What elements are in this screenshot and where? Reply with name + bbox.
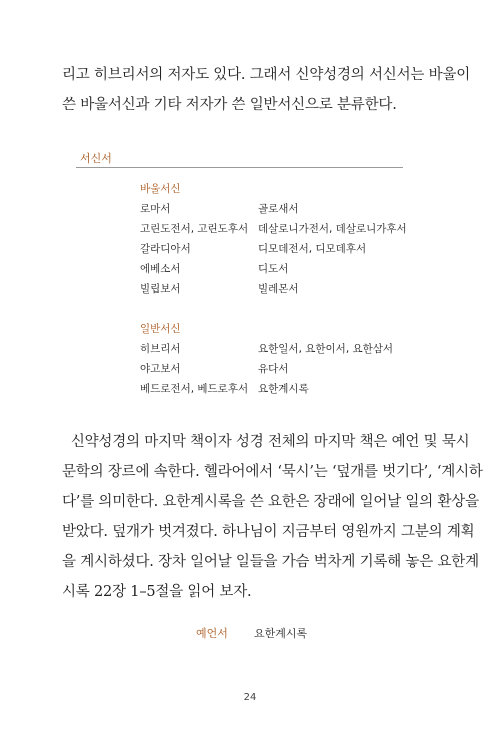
body-paragraph-1	[62, 60, 471, 120]
paragraph-line: 시록 22장 1–5절을 읽어 보자.	[62, 584, 252, 600]
book-row	[140, 359, 440, 379]
paragraph-line: 리고 히브리서의 저자도 있다. 그래서 신약성경의 서신서는 바울이	[62, 67, 471, 83]
book-row	[140, 199, 440, 219]
epistles-box-divider	[76, 167, 403, 168]
paragraph-line: 다’를 의미한다. 요한계시록을 쓴 요한은 장래에 일어날 일의 환상을	[62, 494, 479, 510]
epistles-box-title: 서신서	[80, 152, 112, 165]
book-row	[140, 239, 440, 259]
book-name: 유다서	[258, 363, 289, 375]
paragraph-line: 문학의 장르에 속한다. 헬라어에서 ‘묵시’는 ‘덮개를 벗기다’, ‘계시하	[62, 464, 483, 480]
pauline-epistles-label: 바울서신	[140, 183, 181, 195]
book-name: 요한일서, 요한이서, 요한삼서	[258, 343, 394, 355]
book-row	[140, 279, 440, 299]
book-name: 골로새서	[258, 203, 299, 215]
book-name: 빌립보서	[140, 283, 181, 295]
book-name: 빌레몬서	[258, 283, 299, 295]
paragraph-line: 신약성경의 마지막 책이자 성경 전체의 마지막 책은 예언 및 묵시	[62, 434, 470, 450]
page-number: 24	[243, 692, 257, 703]
footer-category-label: 예언서	[196, 627, 228, 640]
book-row	[140, 339, 440, 359]
book-name: 요한계시록	[258, 383, 309, 395]
book-name: 갈라디아서	[140, 243, 191, 255]
book-name: 야고보서	[140, 363, 181, 375]
book-name: 고린도전서, 고린도후서	[140, 223, 249, 235]
book-name: 베드로전서, 베드로후서	[140, 383, 249, 395]
book-name: 데살로니가전서, 데살로니가후서	[258, 223, 407, 235]
book-name: 로마서	[140, 203, 171, 215]
paragraph-line: 받았다. 덮개가 벗겨졌다. 하나님이 지금부터 영원까지 그분의 계획	[62, 524, 475, 540]
book-name: 디모데전서, 디모데후서	[258, 243, 367, 255]
pauline-epistles-group	[140, 179, 440, 299]
book-name: 에베소서	[140, 263, 181, 275]
footer-book-label: 요한계시록	[254, 627, 308, 640]
book-name: 디도서	[258, 263, 289, 275]
book-row	[140, 379, 440, 399]
paragraph-line: 쓴 바울서신과 기타 저자가 쓴 일반서신으로 분류한다.	[62, 97, 397, 113]
general-epistles-label: 일반서신	[140, 323, 181, 335]
book-row	[140, 219, 440, 239]
body-paragraph-2	[62, 427, 483, 607]
book-name: 히브리서	[140, 343, 181, 355]
book-row	[140, 259, 440, 279]
general-epistles-group	[140, 319, 440, 399]
paragraph-line: 을 계시하셨다. 장차 일어날 일들을 가슴 벅차게 기록해 놓은 요한계	[62, 554, 479, 570]
